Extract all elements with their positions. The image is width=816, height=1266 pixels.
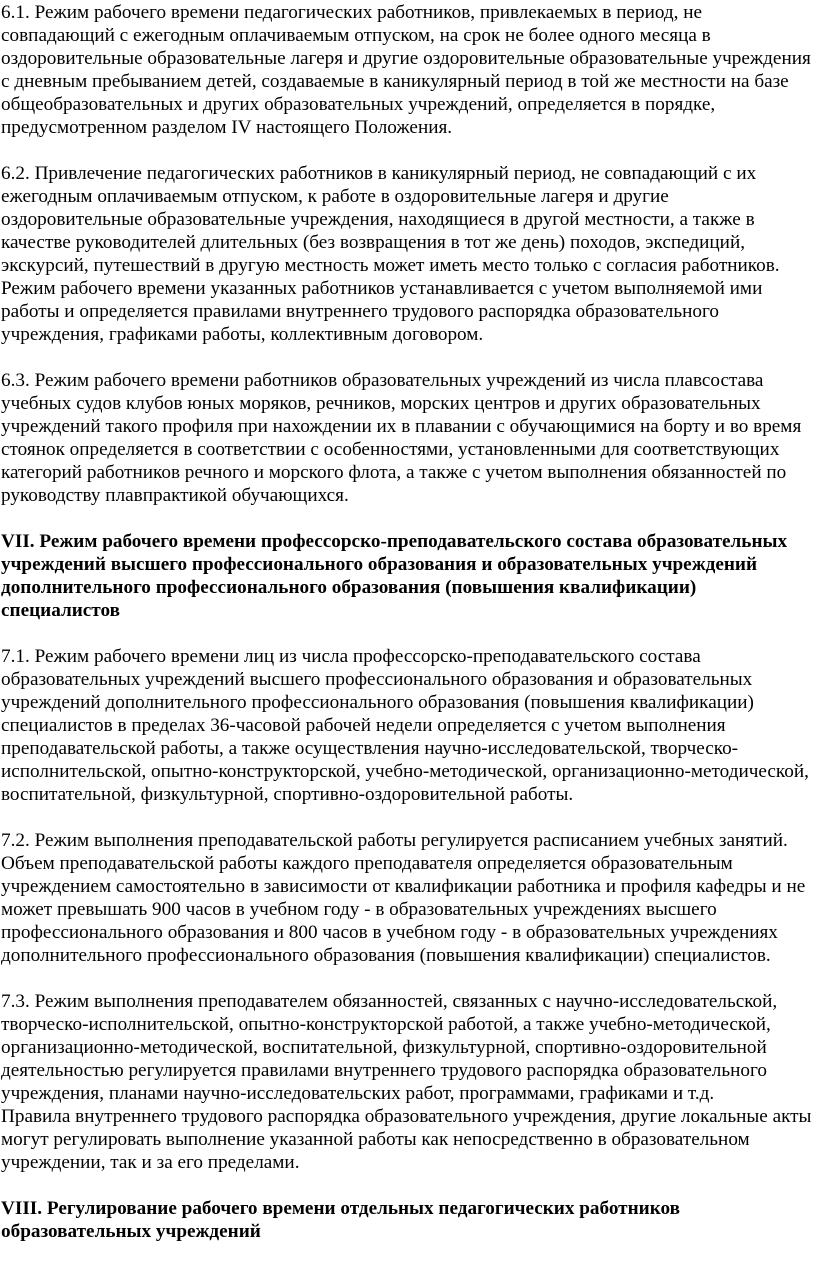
paragraph-line: деятельностью регулируется правилами внутреннего трудового распорядка образовательного (1, 1060, 767, 1081)
paragraph-line: общеобразовательных и других образовательных учреждений, определяется в порядке, (1, 94, 716, 115)
paragraph (1, 990, 816, 1174)
paragraph-line: учебных судов клубов юных моряков, речников, морских центров и других образовательных (1, 393, 761, 414)
paragraph-line: преподавательской работы, а также осуществления научно-исследовательской, творческо- (1, 738, 739, 759)
paragraph-line: учреждения, планами научно-исследовательских работ, программами, графиками и т.д. (1, 1083, 715, 1104)
paragraph-line: образовательных учреждений высшего профессионального образования и образовательных (1, 669, 753, 690)
paragraph (1, 645, 816, 806)
heading-line: дополнительного профессионального образования (повышения квалификации) (1, 577, 697, 598)
paragraph-line: учреждений дополнительного профессионального образования (повышения квалификации) (1, 692, 754, 713)
paragraph-line: воспитательной, физкультурной, спортивно-оздоровительной работы. (1, 784, 574, 805)
section-heading (1, 530, 816, 622)
paragraph-line: оздоровительные образовательные учреждения, находящиеся в другой местности, а также в (1, 209, 755, 230)
paragraph-line: качестве руководителей длительных (без возвращения в тот же день) походов, экспедиций, (1, 232, 746, 253)
paragraph-line: стоянок определяется в соответствии с особенностями, установленными для соответствующих (1, 439, 780, 460)
paragraph-line: может превышать 900 часов в учебном году - в образовательных учреждениях высшего (1, 899, 717, 920)
paragraph-line: учреждения, графиками работы, коллективным договором. (1, 324, 484, 345)
paragraph-line: оздоровительные образовательные лагеря и другие оздоровительные образовательные учреждения (1, 48, 811, 69)
paragraph-line: организационно-методической, воспитательной, физкультурной, спортивно-оздоровительной (1, 1037, 767, 1058)
paragraph-line: экскурсий, путешествий в другую местность может иметь место только с согласия работников. (1, 255, 780, 276)
paragraph-line: учреждений такого профиля при нахождении их в плавании с обучающимися на борту и во время (1, 416, 802, 437)
paragraph-line: работы и определяется правилами внутреннего трудового распорядка образовательного (1, 301, 719, 322)
paragraph-line: предусмотренном разделом IV настоящего Положения. (1, 117, 453, 138)
paragraph-line: с дневным пребыванием детей, создаваемые в каникулярный период в той же местности на базе (1, 71, 789, 92)
paragraph-line: профессионального образования и 800 часов в учебном году - в образовательных учреждениях (1, 922, 778, 943)
paragraph-line: Режим рабочего времени указанных работников устанавливается с учетом выполняемой ими (1, 278, 763, 299)
heading-line: учреждений высшего профессионального образования и образовательных учреждений (1, 554, 758, 575)
paragraph-line: Правила внутреннего трудового распорядка образовательного учреждения, другие локальные акты (1, 1106, 812, 1127)
paragraph-line: учреждении, так и за его пределами. (1, 1152, 300, 1173)
paragraph-line: 7.1. Режим рабочего времени лиц из числа профессорско-преподавательского состава (1, 646, 701, 667)
paragraph-line: 7.2. Режим выполнения преподавательской работы регулируется расписанием учебных занятий. (1, 830, 788, 851)
document-body (1, 1, 816, 1243)
paragraph-line: 6.2. Привлечение педагогических работников в каникулярный период, не совпадающий с их (1, 163, 757, 184)
paragraph-line: 6.1. Режим рабочего времени педагогических работников, привлекаемых в период, не (1, 2, 703, 23)
paragraph (1, 162, 816, 346)
heading-line: VIII. Регулирование рабочего времени отдельных педагогических работников (1, 1198, 680, 1219)
paragraph-line: 6.3. Режим рабочего времени работников образовательных учреждений из числа плавсостава (1, 370, 764, 391)
paragraph-line: учреждением самостоятельно в зависимости от квалификации работника и профиля кафедры и не (1, 876, 806, 897)
paragraph-line: совпадающий с ежегодным оплачиваемым отпуском, на срок не более одного месяца в (1, 25, 711, 46)
paragraph (1, 369, 816, 507)
heading-line: специалистов (1, 600, 120, 621)
paragraph-line: специалистов в пределах 36-часовой рабочей недели определяется с учетом выполнения (1, 715, 726, 736)
paragraph-line: ежегодным оплачиваемым отпуском, к работе в оздоровительные лагеря и другие (1, 186, 669, 207)
paragraph-line: исполнительской, опытно-конструкторской, учебно-методической, организационно-методической, (1, 761, 809, 782)
section-heading (1, 1197, 816, 1243)
heading-line: VII. Режим рабочего времени профессорско-преподавательского состава образовательных (1, 531, 788, 552)
paragraph-line: дополнительного профессионального образования (повышения квалификации) специалистов. (1, 945, 771, 966)
paragraph-line: 7.3. Режим выполнения преподавателем обязанностей, связанных с научно-исследовательской, (1, 991, 778, 1012)
paragraph (1, 829, 816, 967)
paragraph-line: творческо-исполнительской, опытно-конструкторской работой, а также учебно-методической, (1, 1014, 771, 1035)
paragraph-line: Объем преподавательской работы каждого преподавателя определяется образовательным (1, 853, 733, 874)
paragraph-line: могут регулировать выполнение указанной работы как непосредственно в образовательном (1, 1129, 750, 1150)
heading-line: образовательных учреждений (1, 1221, 261, 1242)
paragraph-line: категорий работников речного и морского флота, а также с учетом выполнения обязанностей по (1, 462, 787, 483)
paragraph (1, 1, 816, 139)
paragraph-line: руководству плавпрактикой обучающихся. (1, 485, 349, 506)
